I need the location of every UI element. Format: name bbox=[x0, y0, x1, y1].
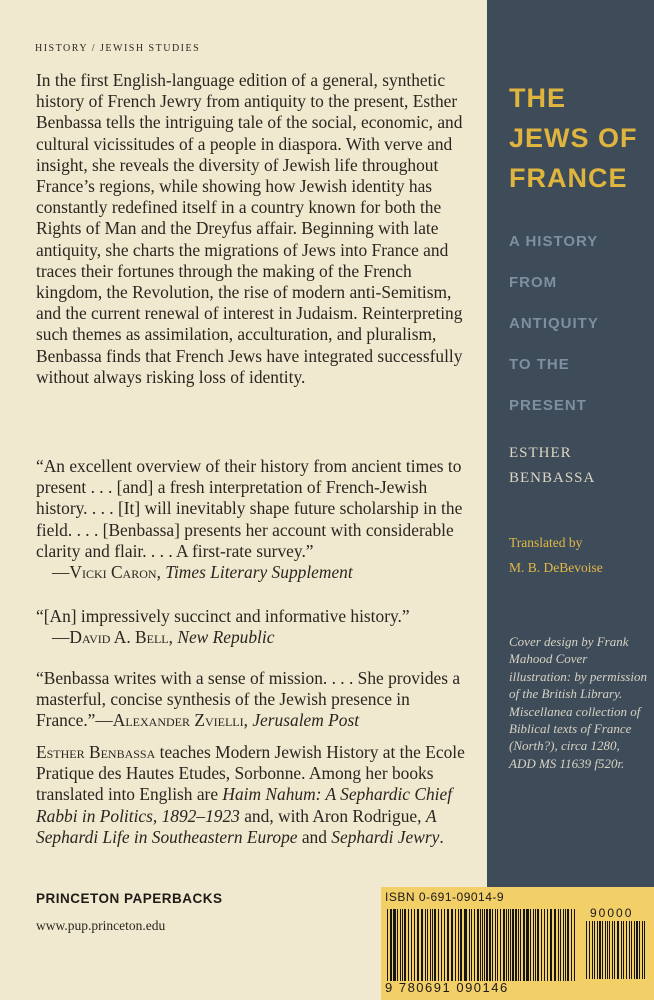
barcode-bar bbox=[629, 921, 630, 979]
subtitle-line: FROM bbox=[509, 274, 558, 291]
barcode-bar bbox=[397, 909, 398, 981]
isbn-label: ISBN 0-691-09014-9 bbox=[385, 890, 505, 904]
barcode-bar bbox=[589, 921, 590, 979]
barcode-bar bbox=[565, 909, 566, 981]
barcode-bar bbox=[434, 909, 436, 981]
author-block bbox=[509, 441, 649, 491]
barcode-bar bbox=[644, 921, 645, 979]
book-title-block bbox=[509, 78, 649, 198]
barcode-bar bbox=[469, 909, 470, 981]
barcode-bar bbox=[530, 909, 531, 981]
barcode-bar bbox=[484, 909, 485, 981]
barcode-bar bbox=[506, 909, 507, 981]
barcode-bar bbox=[602, 921, 603, 979]
barcode-bar bbox=[387, 909, 388, 981]
barcode-bar bbox=[617, 921, 619, 979]
barcode-bar bbox=[495, 909, 496, 981]
barcode-bar bbox=[523, 909, 525, 981]
barcode-bar bbox=[518, 909, 519, 981]
barcode-bar bbox=[489, 909, 491, 981]
barcode-bar bbox=[594, 921, 595, 979]
quote-attribution: —Vicki Caron, Times Literary Supplement bbox=[52, 562, 353, 583]
barcode-bar bbox=[474, 909, 475, 981]
review-source: Jerusalem Post bbox=[252, 710, 360, 731]
ean-barcode bbox=[387, 909, 577, 981]
barcode-bar bbox=[425, 909, 426, 981]
barcode-bar bbox=[451, 909, 453, 981]
barcode-bar bbox=[427, 909, 428, 981]
barcode-bar bbox=[432, 909, 433, 981]
subtitle-line: TO THE bbox=[509, 356, 570, 373]
barcode-bar bbox=[636, 921, 638, 979]
barcode-bar bbox=[605, 921, 606, 979]
barcode-bar bbox=[574, 909, 575, 981]
barcode-bar bbox=[631, 921, 632, 979]
review-source: New Republic bbox=[177, 627, 275, 648]
quote-attribution: —David A. Bell, New Republic bbox=[52, 627, 275, 648]
barcode-bar bbox=[537, 909, 539, 981]
book-title: Sephardi Jewry bbox=[331, 826, 440, 847]
barcode-bar bbox=[614, 921, 615, 979]
barcode-bar bbox=[607, 921, 608, 979]
barcode-bar bbox=[492, 909, 493, 981]
barcode-bar bbox=[400, 909, 401, 981]
barcode-bar bbox=[393, 909, 396, 981]
author-line: ESTHER bbox=[509, 445, 572, 461]
barcode-bar bbox=[535, 909, 536, 981]
barcode-bar bbox=[533, 909, 534, 981]
barcode-bar bbox=[497, 909, 498, 981]
barcode-bar bbox=[458, 909, 459, 981]
author-line: BENBASSA bbox=[509, 470, 596, 486]
barcode-bar bbox=[414, 909, 415, 981]
barcode-bar bbox=[508, 909, 509, 981]
barcode-bar bbox=[547, 909, 548, 981]
barcode-bar bbox=[592, 921, 593, 979]
barcode-bar bbox=[526, 909, 529, 981]
author-name: Esther Benbassa bbox=[36, 742, 156, 762]
barcode-bar bbox=[444, 909, 445, 981]
barcode-bar bbox=[544, 909, 545, 981]
barcode-bar bbox=[500, 909, 501, 981]
barcode-bar bbox=[515, 909, 517, 981]
barcode-bar bbox=[441, 909, 442, 981]
description-paragraph: In the first English-language edition of a general, synthetic history of French Jewry from antiquity to the present, Esther Benbassa tells the intriguing tale of the social, economic, and cultural vicissitudes of a people in diaspora. With verve and insight, she reveals the diversity of Jewish life throughout France’s regions, while showing how Jewish identity has constantly redefined itself in a country known for both the Rights of Man and the Dreyfus affair. Beginning with late antiquity, she charts the migrations of Jews into France and traces their fortunes through the making of the French kingdom, the Revolution, the rise of modern anti-Semitism, and the current renewal of interest in Judaism. Reinterpreting such themes as assimilation, acculturation, and pluralism, Benbassa finds that French Jews have integrated successfully without always risking loss of identity. bbox=[36, 70, 463, 387]
title-line: FRANCE bbox=[509, 163, 628, 193]
barcode-bar bbox=[642, 921, 643, 979]
barcode-bar bbox=[510, 909, 511, 981]
quote-text: “[An] impressively succinct and informative history.” bbox=[36, 606, 410, 626]
barcode-bar bbox=[623, 921, 624, 979]
ean-number: 9 780691 090146 bbox=[385, 980, 509, 995]
reviewer-name: Alexander Zvielli bbox=[112, 710, 244, 731]
price-barcode bbox=[586, 921, 646, 979]
barcode-bar bbox=[550, 909, 552, 981]
barcode-bar bbox=[404, 909, 406, 981]
barcode-bar bbox=[460, 909, 462, 981]
category-label: HISTORY / JEWISH STUDIES bbox=[35, 43, 201, 54]
barcode-bar bbox=[520, 909, 521, 981]
review-quote-2 bbox=[36, 606, 476, 648]
barcode-bar bbox=[567, 909, 569, 981]
barcode-bar bbox=[554, 909, 556, 981]
barcode-bar bbox=[541, 909, 542, 981]
barcode-bar bbox=[411, 909, 412, 981]
barcode-bar bbox=[482, 909, 483, 981]
barcode-bar bbox=[639, 921, 640, 979]
barcode-bar bbox=[586, 921, 587, 979]
barcode-bar bbox=[621, 921, 622, 979]
author-bio: Esther Benbassa teaches Modern Jewish History at the Ecole Pratique des Hautes Etudes, Sorbonne. Among her books translated into English are Haim Nahum: A Sephardic Chief Rabbi in Politics, 1892–1923 and, with Aron Rodrigue, A Sephardi Life in Southeastern Europe and Sephardi Jewry. bbox=[36, 742, 465, 847]
barcode-bar bbox=[571, 909, 572, 981]
quote-text: “An excellent overview of their history from ancient times to present . . . [and] a fresh interpretation of French-Jewish history. . . . [It] will inevitably shape future scholarship in the field. . . . [Benbassa] presents her account with considerable clarity and flair. . . . A first-rate survey.” bbox=[36, 456, 463, 561]
title-line: JEWS OF bbox=[509, 123, 638, 153]
barcode-bar bbox=[477, 909, 479, 981]
barcode-bar bbox=[503, 909, 505, 981]
barcode-bar bbox=[421, 909, 423, 981]
barcode-bar bbox=[390, 909, 392, 981]
quote-text: “Benbassa writes with a sense of mission. . . . She provides a masterful, concise synthesis of the Jewish presence in France.” bbox=[36, 668, 461, 731]
reviewer-name: Vicki Caron bbox=[69, 562, 157, 583]
barcode-bar bbox=[486, 909, 488, 981]
barcode-bar bbox=[512, 909, 514, 981]
book-title: A Sephardi Life in Southeastern Europe bbox=[36, 805, 437, 847]
barcode-bar bbox=[408, 909, 409, 981]
cover-credits: Cover design by Frank Mahood Cover illustration: by permission of the British Library. Miscellanea collection of Biblical texts of France (North?), circa 1280, ADD MS 11639 f520r. bbox=[509, 634, 647, 771]
translator-block bbox=[509, 530, 649, 580]
review-quote-1 bbox=[36, 456, 476, 583]
reviewer-name: David A. Bell bbox=[69, 627, 169, 648]
book-subtitle-block bbox=[509, 221, 649, 426]
barcode-bar bbox=[480, 909, 481, 981]
title-line: THE bbox=[509, 83, 566, 113]
barcode-bar bbox=[563, 909, 564, 981]
barcode-bar bbox=[626, 921, 627, 979]
barcode-bar bbox=[634, 921, 635, 979]
barcode-bar bbox=[612, 921, 613, 979]
publisher-imprint: PRINCETON PAPERBACKS bbox=[36, 891, 223, 906]
barcode-bar bbox=[402, 909, 403, 981]
subtitle-line: A HISTORY bbox=[509, 233, 599, 250]
barcode-bar bbox=[417, 909, 419, 981]
barcode-bar bbox=[438, 909, 439, 981]
barcode-bar bbox=[455, 909, 456, 981]
publisher-url: www.pup.princeton.edu bbox=[36, 918, 166, 933]
book-title: Haim Nahum: A Sephardic Chief Rabbi in Politics, 1892–1923 bbox=[36, 784, 453, 826]
review-source: Times Literary Supplement bbox=[165, 562, 353, 583]
book-description bbox=[36, 70, 476, 388]
barcode-bar bbox=[471, 909, 472, 981]
barcode-bar bbox=[464, 909, 467, 981]
barcode-bar bbox=[430, 909, 431, 981]
subtitle-line: PRESENT bbox=[509, 397, 587, 414]
review-quote-3: “Benbassa writes with a sense of mission. . . . She provides a masterful, concise synthesis of the Jewish presence in France.”—Alexander Zvielli, Jerusalem Post bbox=[36, 668, 461, 731]
translator-name: M. B. DeBevoise bbox=[509, 560, 603, 575]
barcode-bar bbox=[558, 909, 559, 981]
barcode-bar bbox=[609, 921, 610, 979]
barcode-bar bbox=[597, 921, 598, 979]
barcode-bar bbox=[599, 921, 601, 979]
barcode-bar bbox=[560, 909, 561, 981]
translated-by-label: Translated by bbox=[509, 535, 583, 550]
subtitle-line: ANTIQUITY bbox=[509, 315, 599, 332]
barcode-bar bbox=[447, 909, 449, 981]
price-code: 90000 bbox=[590, 906, 634, 920]
